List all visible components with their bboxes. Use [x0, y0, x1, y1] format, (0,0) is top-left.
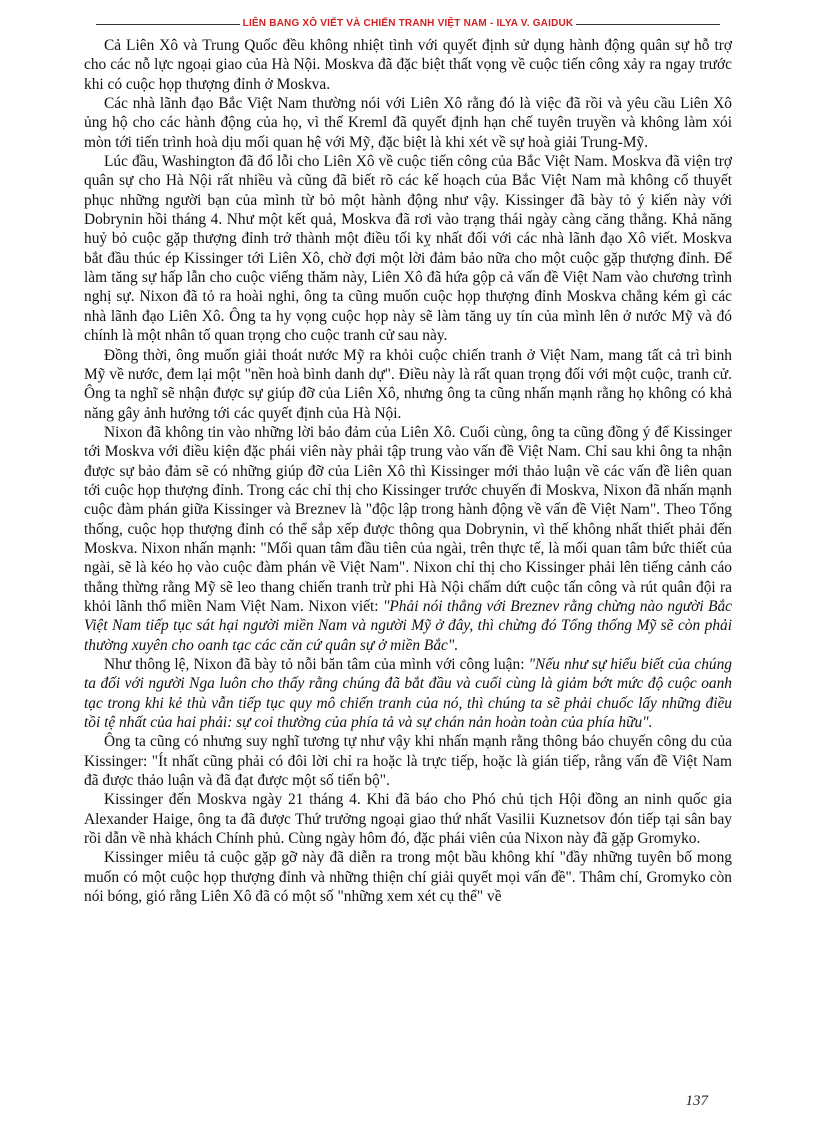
running-header-title: LIÊN BANG XÔ VIẾT VÀ CHIẾN TRANH VIỆT NAM - ILYA V. GAIDUK: [240, 18, 577, 29]
paragraph-1: Cả Liên Xô và Trung Quốc đều không nhiệt tình với quyết định sử dụng hành động quân sự hỗ trợ cho các nỗ lực ngoại giao của Hà Nội. Moskva đã đặc biệt thất vọng về cuộc tiến công xảy ra ngay trước khi có cuộc họp thượng đỉnh ở Moskva.: [84, 37, 732, 93]
paragraph-6-text: Như thông lệ, Nixon đã bày tỏ nỗi băn tâm của mình với công luận:: [104, 656, 525, 673]
paragraph-5: [84, 423, 732, 655]
paragraph-4: Đồng thời, ông muốn giải thoát nước Mỹ ra khỏi cuộc chiến tranh ở Việt Nam, mang tất cả trì binh Mỹ về nước, đem lại một "nền hoà bình danh dự". Điều này là rất quan trọng đối với một cuộc, tranh cử. Ông ta nghĩ sẽ nhận được sự giúp đỡ của Liên Xô, nhưng ông ta cũng nhấn mạnh rằng họ không có khả năng gây ảnh hưởng tới các quyết định của Hà Nội.: [84, 346, 732, 422]
paragraph-6: [84, 655, 732, 732]
paragraph-9: Kissinger miêu tả cuộc gặp gỡ này đã diễn ra trong một bầu không khí "đầy những tuyên bố mong muốn có một cuộc họp thượng đỉnh và những thiện chí giải quyết mọi vấn đề". Thâm chí, Gromyko còn nói bóng, gió rằng Liên Xô đã có một số "những xem xét cụ thể" về: [84, 849, 732, 906]
quote-nixon-breznev: "Phải nói thẳng với Breznev rằng chừng nào người Bắc Việt Nam tiếp tục sát hại người miền Nam và người Mỹ ở đây, thì chừng đó Tổng thống Mỹ sẽ còn phải thường xuyên cho oanh tạc các căn cứ quân sự ở miền Bắc".: [84, 597, 732, 654]
paragraph-8: Kissinger đến Moskva ngày 21 tháng 4. Khi đã báo cho Phó chủ tịch Hội đồng an ninh quốc gia Alexander Haige, ông ta đã được Thứ trưởng ngoại giao thứ nhất Vasilii Kuznetsov đón tiếp tại sân bay rồi dẫn về nhà khách Chính phủ. Cùng ngày hôm đó, đặc phái viên của Nixon này đã gặp Gromyko.: [84, 791, 732, 848]
quote-public-statement: "Nếu như sự hiểu biết của chúng ta đối với người Nga luôn cho thấy rằng chúng đã bắt đầu và cuối cùng là giảm bớt mức độ cuộc oanh tạc trong khi kẻ thù vẫn tiếp tục quy mô chiến tranh của nó, thì chúng ta sẽ phải chuốc lấy những điều tồi tệ nhất của hai phải: sự coi thường của phía tả và sự chán nản hoàn toàn của phía hữu".: [84, 656, 733, 732]
paragraph-7: Ông ta cũng có nhưng suy nghĩ tương tự như vậy khi nhấn mạnh rằng thông báo chuyến công du của Kissinger: "Ít nhất cũng phải có đôi lời chỉ ra hoặc là trực tiếp, hoặc là gián tiếp, rằng vấn đề Việt Nam đã được thảo luận và đã đạt được một số tiến bộ".: [84, 733, 732, 790]
paragraph-2: Các nhà lãnh đạo Bắc Việt Nam thường nói với Liên Xô rằng đó là việc đã rồi và yêu cầu Liên Xô ủng hộ cho các hành động của họ, vì thế Kreml đã quyết định hạn chế tuyên truyền và không làm xói mòn tới tiến trình hoà dịu mối quan hệ với Mỹ, đặc biệt là khi xét về sự hoà giải Trung-Mỹ.: [84, 95, 732, 151]
paragraph-3: Lúc đầu, Washington đã đổ lỗi cho Liên Xô về cuộc tiến công của Bắc Việt Nam. Moskva đã viện trợ quân sự cho Hà Nội rất nhiều và cũng đã biết rõ các kế hoạch của Bắc Việt Nam mà không cố thuyết phục những người bạn của mình từ bỏ một hành động như vậy. Kissinger đã bày tỏ ý kiến này với Dobrynin hồi tháng 4. Như một kết quả, Moskva đã rơi vào trạng thái ngày càng căng thẳng. Khả năng huỷ bỏ cuộc gặp thượng đỉnh trở thành một điều tối kỵ nhất đối với các nhà lãnh đạo Xô viết. Moskva bắt đầu thúc ép Kissinger tới Liên Xô, chờ đợi một lời đảm bảo nữa cho một cuộc gặp thượng đỉnh. Để làm tăng sự hấp lẫn cho cuộc viếng thăm này, Liên Xô đã hứa gộp cả vấn đề Việt Nam vào chương trình nghị sự. Nixon đã tỏ ra hoài nghi, ông ta cũng muốn cuộc họp thượng đỉnh Moskva chẳng kém gì các nhà lãnh đạo Liên Xô. Ông ta hy vọng cuộc họp này sẽ làm tăng uy tín của mình lên ở nước Mỹ và đó chính là một nhân tố quan trọng cho cuộc tranh cử sau này.: [84, 153, 732, 345]
body-text: [84, 36, 732, 906]
page-number: 137: [685, 1093, 708, 1109]
paragraph-5-text: Nixon đã không tin vào những lời bảo đảm của Liên Xô. Cuối cùng, ông ta cũng đồng ý để Kissinger tới Moskva với điều kiện đặc phái viên này phải tập trung vào vấn đề Việt Nam. Chỉ sau khi ông ta nhận được sự bảo đảm sẽ có những giúp đỡ của Liên Xô thì Kissinger mới thảo luận về các vấn đề liên quan tới cuộc họp thượng đỉnh. Trong các chỉ thị cho Kissinger trước chuyến đi Moskva, Nixon đã nhấn mạnh cuộc đàm phán giữa Kissinger và Breznev là "độc lập trong hành động về vấn đề Việt Nam". Theo Tổng thống, cuộc họp thượng đỉnh có thể sắp xếp được thông qua Dobrynin, vì thế không nhất thiết phải đến Moskva. Nixon nhấn mạnh: "Mối quan tâm đầu tiên của ngài, trên thực tế, là mối quan tâm bức thiết của ngài, sẽ là kéo họ vào cuộc đàm phán về Việt Nam". Nixon chỉ thị cho Kissinger phải lên tiếng cảnh cáo thẳng thừng rằng Mỹ sẽ leo thang chiến tranh trừ phi Hà Nội chấm dứt cuộc tấn công và rút quân đội ra khỏi lãnh thổ miền Nam Việt Nam. Nixon viết:: [84, 423, 732, 615]
running-header: [96, 15, 720, 33]
